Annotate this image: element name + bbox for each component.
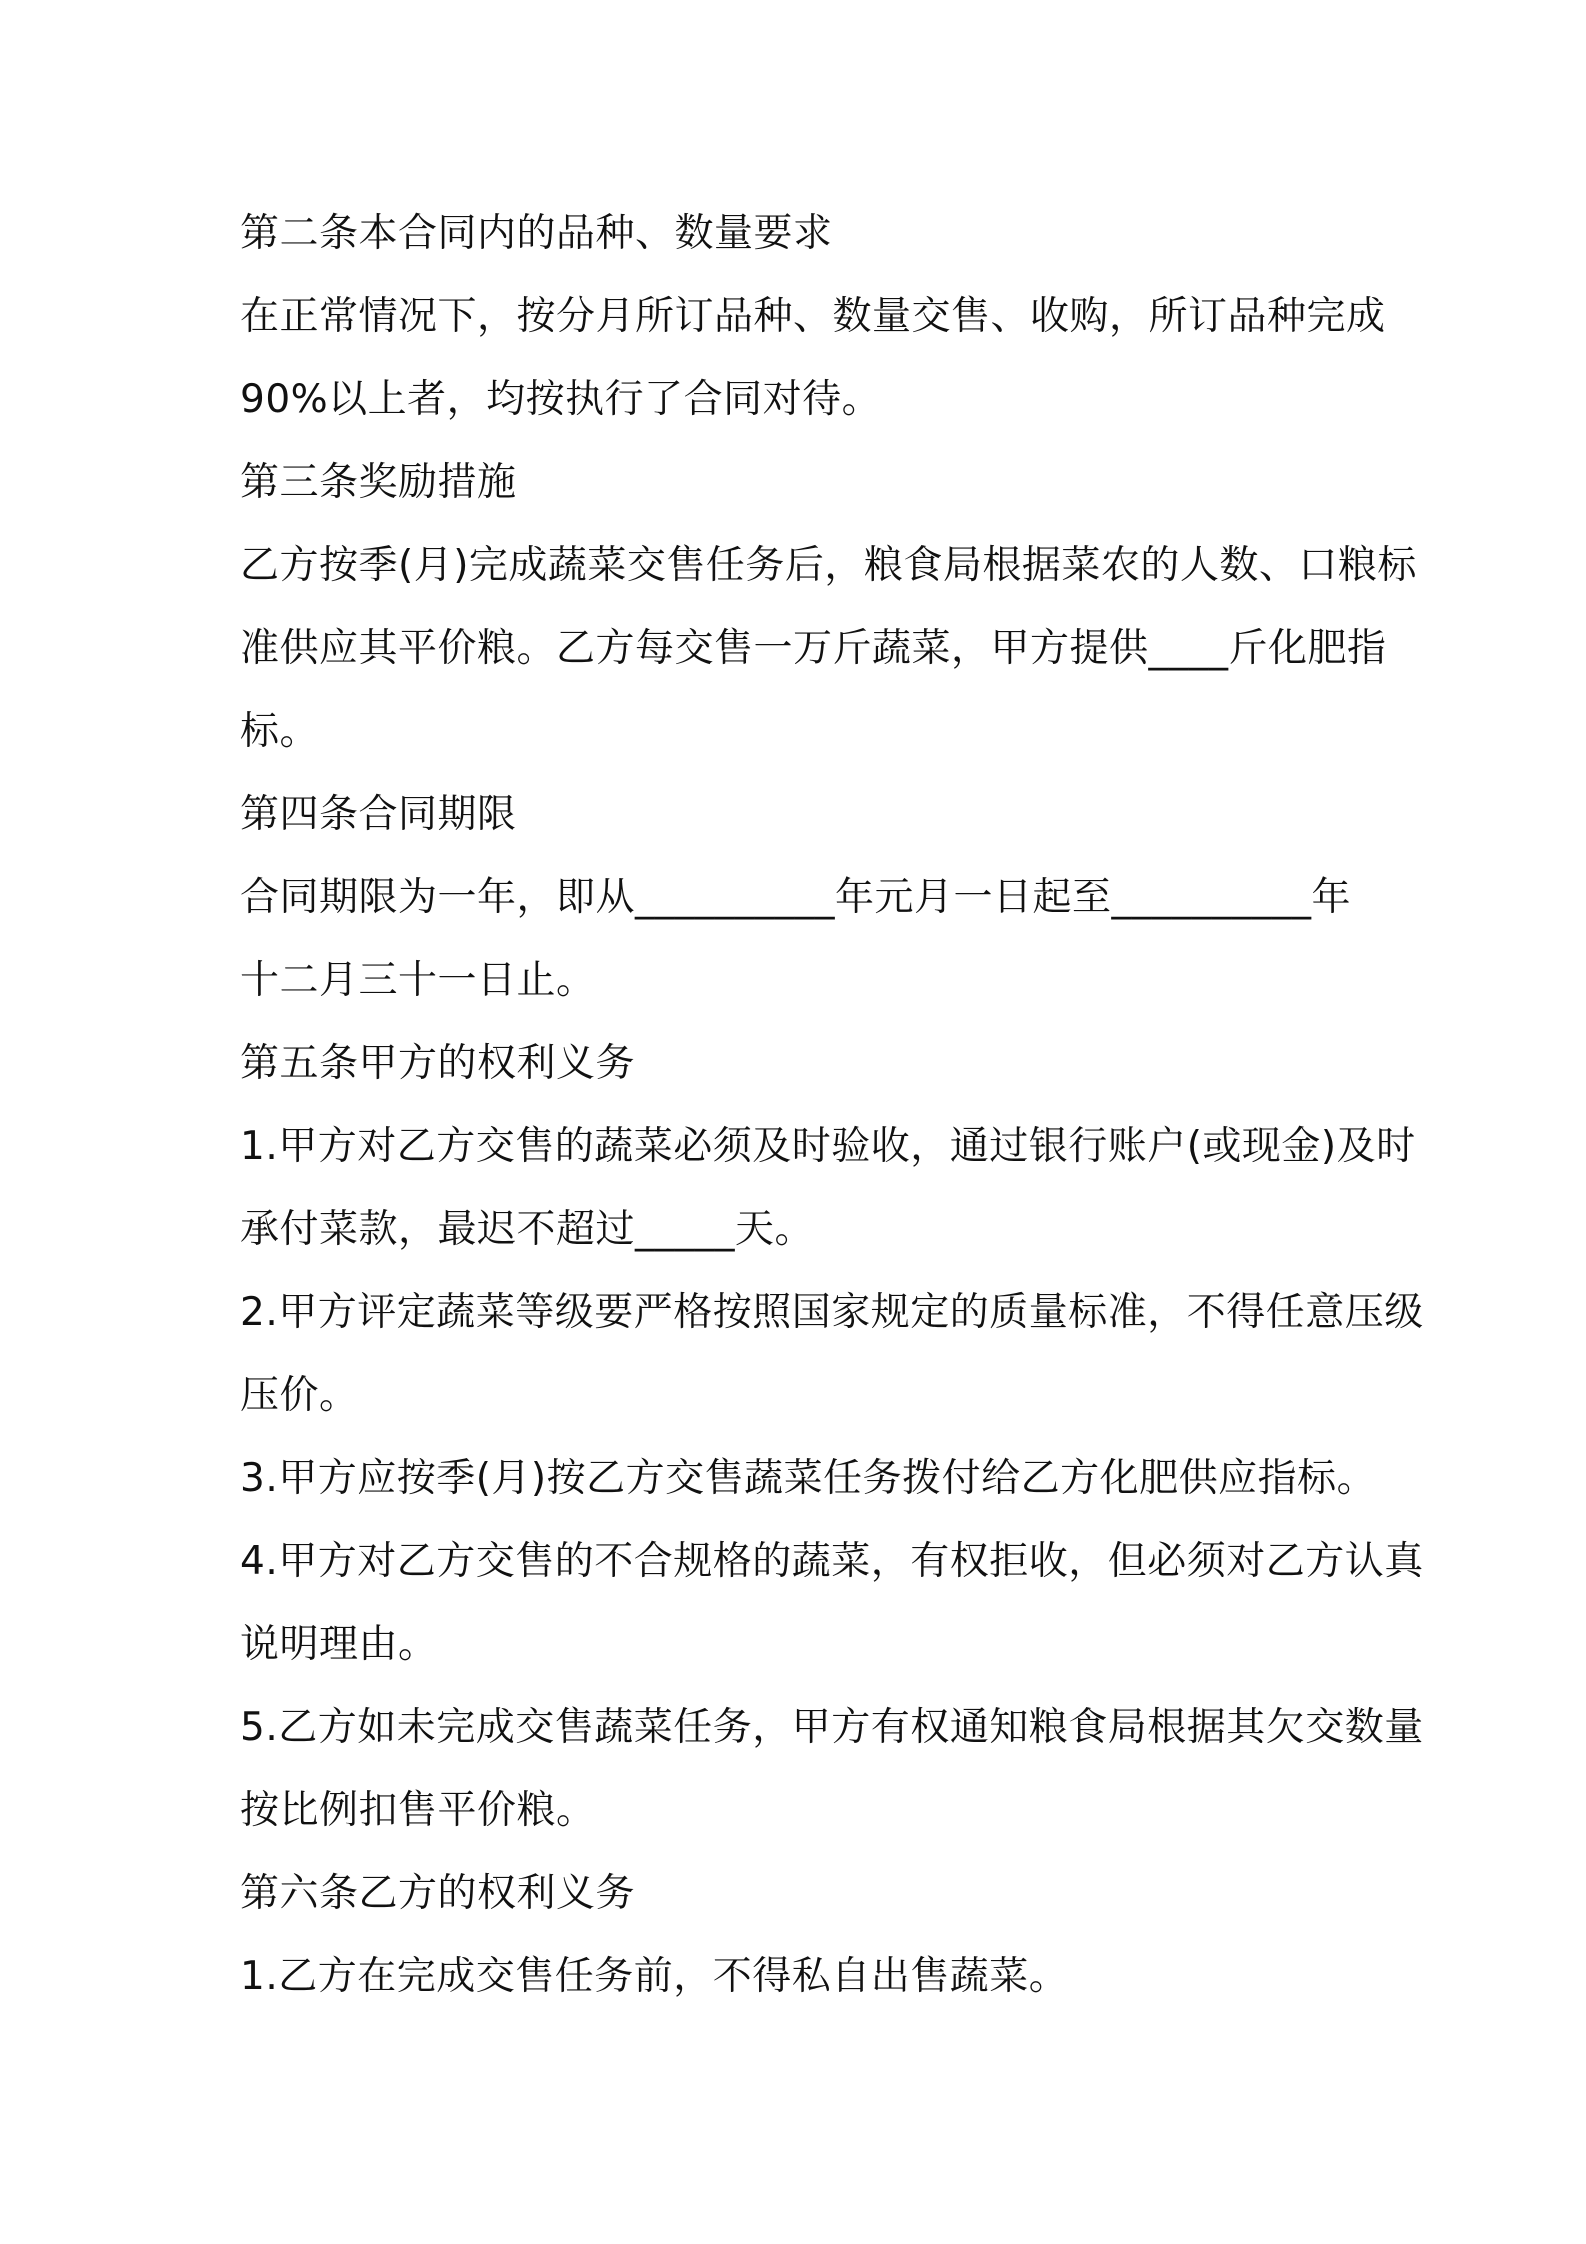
heading-article-5: 第五条甲方的权利义务 xyxy=(240,1041,636,1086)
list-item-line: 压价。 xyxy=(240,1373,359,1418)
heading-article-4: 第四条合同期限 xyxy=(240,792,517,837)
document-body xyxy=(240,192,1424,2018)
list-item-line: 2.甲方评定蔬菜等级要严格按照国家规定的质量标准，不得任意压级 xyxy=(240,1290,1424,1335)
list-item-line: 5.乙方如未完成交售蔬菜任务，甲方有权通知粮食局根据其欠交数量 xyxy=(240,1705,1424,1750)
list-item-line: 4.甲方对乙方交售的不合规格的蔬菜，有权拒收，但必须对乙方认真 xyxy=(240,1539,1424,1584)
list-item-line: 承付菜款，最迟不超过_____天。 xyxy=(240,1207,815,1252)
paragraph-line: 90%以上者，均按执行了合同对待。 xyxy=(240,377,882,422)
paragraph-line: 合同期限为一年，即从__________年元月一日起至__________年 xyxy=(240,875,1352,920)
list-item-line: 按比例扣售平价粮。 xyxy=(240,1788,596,1833)
paragraph-line: 在正常情况下，按分月所订品种、数量交售、收购，所订品种完成 xyxy=(240,294,1386,339)
list-item-line: 1.乙方在完成交售任务前，不得私自出售蔬菜。 xyxy=(240,1954,1069,1999)
heading-article-2: 第二条本合同内的品种、数量要求 xyxy=(240,211,833,256)
paragraph-line: 准供应其平价粮。乙方每交售一万斤蔬菜，甲方提供____斤化肥指 xyxy=(240,626,1387,671)
heading-article-6: 第六条乙方的权利义务 xyxy=(240,1871,636,1916)
list-item-line: 1.甲方对乙方交售的蔬菜必须及时验收，通过银行账户(或现金)及时 xyxy=(240,1124,1416,1169)
paragraph-line: 十二月三十一日止。 xyxy=(240,958,596,1003)
list-item-line: 说明理由。 xyxy=(240,1622,438,1667)
paragraph-line: 乙方按季(月)完成蔬菜交售任务后，粮食局根据菜农的人数、口粮标 xyxy=(240,543,1417,588)
paragraph-line: 标。 xyxy=(240,709,320,754)
heading-article-3: 第三条奖励措施 xyxy=(240,460,517,505)
list-item-line: 3.甲方应按季(月)按乙方交售蔬菜任务拨付给乙方化肥供应指标。 xyxy=(240,1456,1377,1501)
